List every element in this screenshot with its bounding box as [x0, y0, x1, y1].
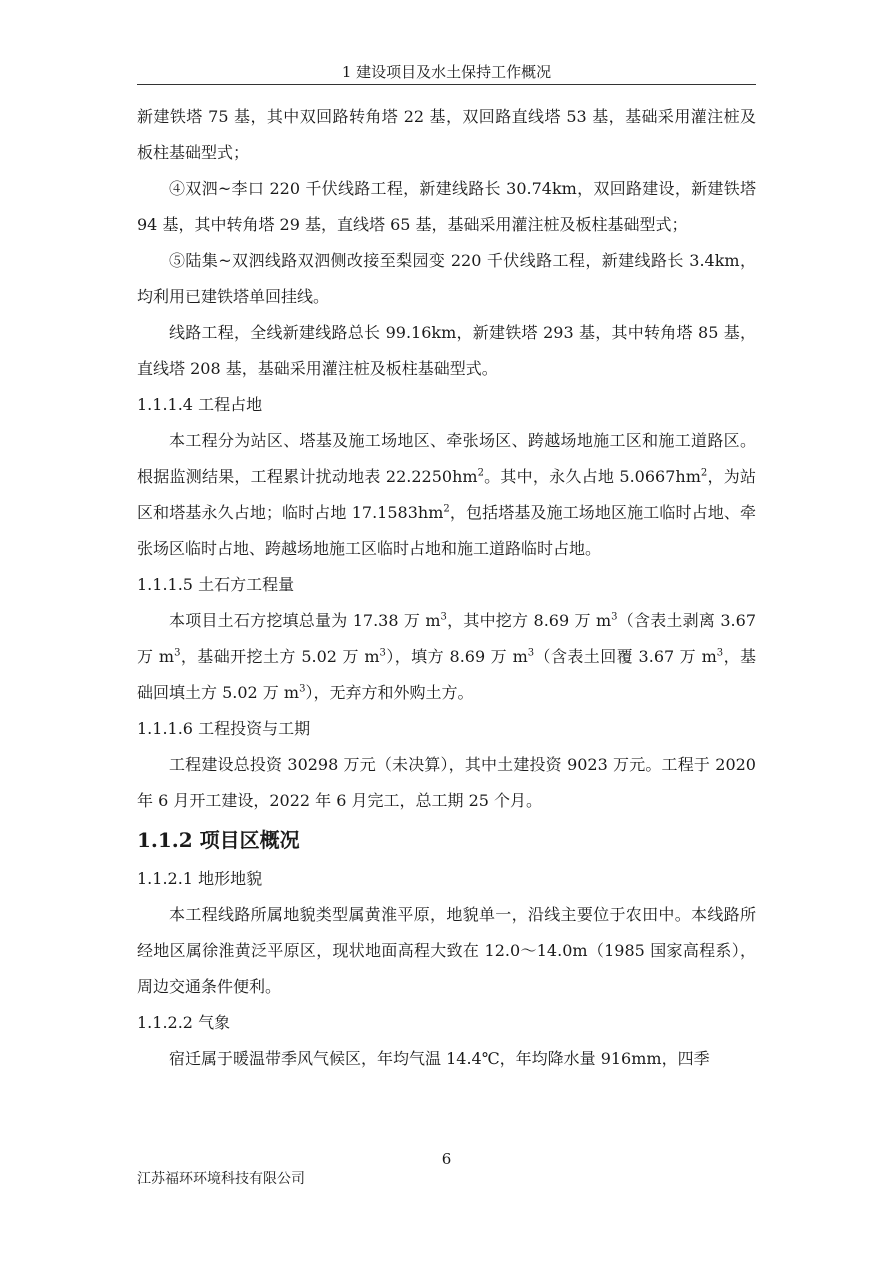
document-body [137, 99, 756, 1077]
heading-land-occupation: 1.1.1.4 工程占地 [137, 395, 263, 414]
paragraph-line-4: ④双泗~李口 220 千伏线路工程，新建线路长 30.74km，双回路建设，新建铁塔 94 基，其中转角塔 29 基，直线塔 65 基，基础采用灌注桩及板柱基础型式； [137, 179, 756, 234]
paragraph-tower-foundation: 新建铁塔 75 基，其中双回路转角塔 22 基，双回路直线塔 53 基，基础采用灌注桩及板柱基础型式； [137, 107, 756, 162]
paragraph-investment: 工程建设总投资 30298 万元（未决算），其中土建投资 9023 万元。工程于 2020 年 6 月开工建设，2022 年 6 月完工，总工期 25 个月。 [137, 755, 756, 810]
paragraph-line-5: ⑤陆集~双泗线路双泗侧改接至梨园变 220 千伏线路工程，新建线路长 3.4km，均利用已建铁塔单回挂线。 [137, 251, 756, 306]
paragraph-topography: 本工程线路所属地貌类型属黄淮平原，地貌单一，沿线主要位于农田中。本线路所经地区属徐淮黄泛平原区，现状地面高程大致在 12.0～14.0m（1985 国家高程系），周边交通条件便利。 [137, 905, 756, 996]
paragraph-line-summary: 线路工程，全线新建线路总长 99.16km，新建铁塔 293 基，其中转角塔 85 基，直线塔 208 基，基础采用灌注桩及板柱基础型式。 [137, 323, 756, 378]
paragraph-land-occupation: 本工程分为站区、塔基及施工场地区、牵张场区、跨越场地施工区和施工道路区。根据监测结果，工程累计扰动地表 $22.2250hm^2$。其中，永久占地 $5.0667hm^2$，为站区和塔基永久占地；临时占地 $17.1583hm^2$，包括塔基及施工场地区施工临时占地、牵张场区临时占地、跨越场地施工区临时占地和施工道路临时占地。 [137, 431, 756, 558]
page-number: 6 [441, 1150, 452, 1168]
footer-company: 江苏福环环境科技有限公司 [137, 1171, 305, 1187]
page-header-title: 1 建设项目及水土保持工作概况 [341, 63, 552, 81]
header-divider [137, 84, 756, 85]
heading-topography: 1.1.2.1 地形地貌 [137, 869, 263, 888]
paragraph-climate: 宿迁属于暖温带季风气候区，年均气温 14.4℃，年均降水量 916mm，四季 [169, 1049, 710, 1068]
heading-earthwork: 1.1.1.5 土石方工程量 [137, 575, 295, 594]
paragraph-earthwork: 本项目土石方挖填总量为 17.38 万 $m^3$，其中挖方 8.69 万 $m^3$（含表土剥离 3.67 万 $m^3$，基础开挖土方 5.02 万 $m^3$），填方 8.69 万 $m^3$（含表土回覆 3.67 万 $m^3$，基础回填土方 5.02 万 $m^3$），无弃方和外购土方。 [137, 611, 756, 702]
heading-climate: 1.1.2.2 气象 [137, 1013, 231, 1032]
heading-project-area: 1.1.2 项目区概况 [137, 828, 300, 852]
heading-investment-schedule: 1.1.1.6 工程投资与工期 [137, 719, 311, 738]
